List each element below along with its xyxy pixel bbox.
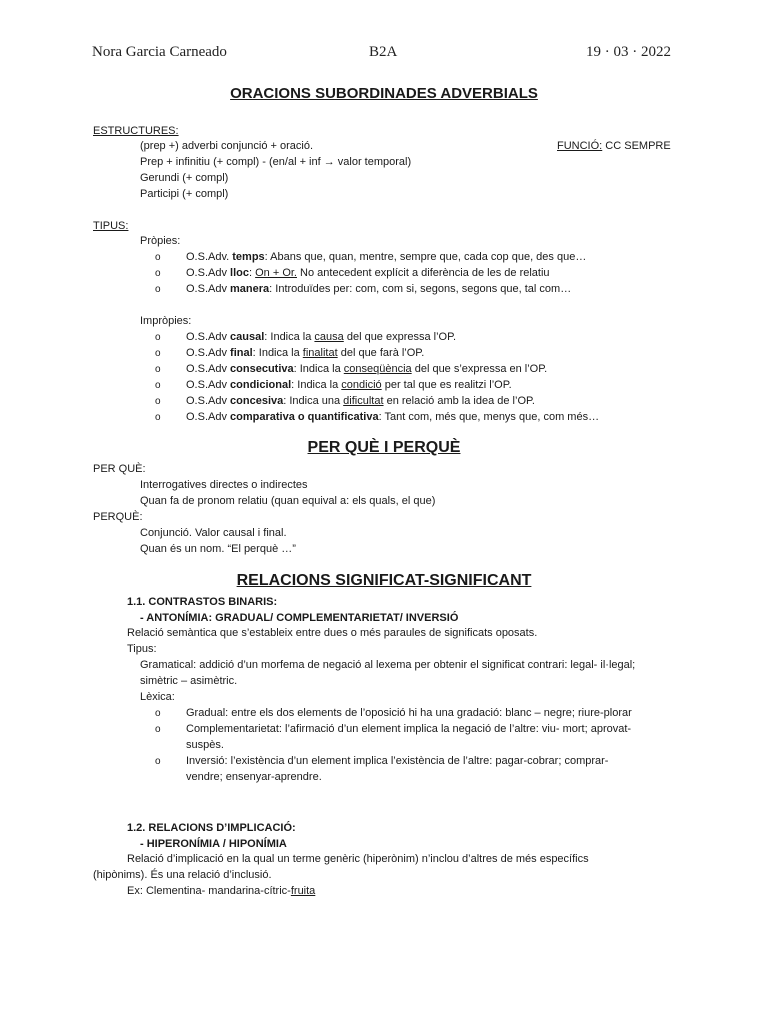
author-name: Nora Garcia Carneado (92, 44, 227, 60)
bullet-icon: o (155, 364, 161, 375)
tipus-sublabel: Tipus: (127, 643, 157, 655)
text-line: (hipònims). És una relació d’inclusió. (93, 869, 272, 881)
funcio-note (557, 140, 671, 152)
bullet-icon: o (155, 708, 161, 719)
bullet-icon: o (155, 284, 161, 295)
text-line: Interrogatives directes o indirectes (140, 479, 308, 491)
list-item: Complementarietat: l’afirmació d’un element implica la negació de l’altre: viu- mort; aprovat- (186, 723, 632, 735)
date-label: 19 · 03 · 2022 (586, 44, 671, 60)
bullet-icon: o (155, 332, 161, 343)
bullet-icon: o (155, 380, 161, 391)
text-line: Quan fa de pronom relatiu (quan equival a: els quals, el que) (140, 495, 436, 507)
subsection-subheading: - ANTONÍMIA: GRADUAL/ COMPLEMENTARIETAT/ INVERSIÓ (140, 612, 459, 624)
bullet-icon: o (155, 252, 161, 263)
propies-label: Pròpies: (140, 235, 181, 247)
list-item: O.S.Adv concesiva: Indica una dificultat en relació amb la idea de l’OP. (186, 395, 535, 407)
list-item: O.S.Adv causal: Indica la causa del que expressa l’OP. (186, 331, 457, 343)
funcio-label: FUNCIÓ: (557, 140, 603, 152)
tipus-label: TIPUS: (93, 220, 129, 232)
level-label: B2A (369, 44, 398, 60)
section-heading: PER QUÈ I PERQUÈ (307, 439, 461, 456)
text-line: Relació semàntica que s’estableix entre dues o més paraules de significats oposats. (127, 627, 538, 639)
estructura-line: Participi (+ compl) (140, 188, 229, 200)
bullet-icon: o (155, 348, 161, 359)
section-heading: RELACIONS SIGNIFICAT-SIGNIFICANT (236, 572, 532, 589)
example-line: Ex: Clementina- mandarina-cítric-fruita (127, 885, 316, 897)
list-item: O.S.Adv manera: Introduïdes per: com, com si, segons, segons que, tal com… (186, 283, 572, 295)
perque-label: PERQUÈ: (93, 511, 143, 523)
estructura-line: Prep + infinitiu (+ compl) - (en/al + inf → valor temporal) (140, 156, 412, 168)
list-item: Gradual: entre els dos elements de l’oposició hi ha una gradació: blanc – negre; riure-plorar (186, 707, 632, 719)
bullet-icon: o (155, 268, 161, 279)
bullet-icon: o (155, 724, 161, 735)
text-line: Quan és un nom. “El perquè …” (140, 543, 296, 555)
bullet-icon: o (155, 396, 161, 407)
text-line: Conjunció. Valor causal i final. (140, 527, 287, 539)
estructures-label: ESTRUCTURES: (93, 125, 179, 137)
funcio-value: CC SEMPRE (602, 140, 671, 152)
lexica-label: Lèxica: (140, 691, 175, 703)
text-line: Relació d’implicació en la qual un terme genèric (hiperònim) n’inclou d’altres de més específics (127, 853, 589, 865)
text-line: simètric – asimètric. (140, 675, 238, 687)
bullet-icon: o (155, 412, 161, 423)
list-item-continuation: suspès. (186, 739, 224, 751)
per-que-label: PER QUÈ: (93, 463, 146, 475)
list-item: Inversió: l’existència d’un element implica l’existència de l’altre: pagar-cobrar; comprar- (186, 755, 609, 767)
subsection-heading: 1.2. RELACIONS D’IMPLICACIÓ: (127, 822, 296, 834)
list-item: O.S.Adv. temps: Abans que, quan, mentre, sempre que, cada cop que, des que… (186, 251, 587, 263)
bullet-icon: o (155, 756, 161, 767)
subsection-subheading: - HIPERONÍMIA / HIPONÍMIA (140, 838, 287, 850)
estructura-line: Gerundi (+ compl) (140, 172, 229, 184)
list-item: O.S.Adv lloc: On + Or. No antecedent explícit a diferència de les de relatiu (186, 267, 550, 279)
list-item: O.S.Adv consecutiva: Indica la conseqüència del que s’expressa en l’OP. (186, 363, 548, 375)
subsection-heading: 1.1. CONTRASTOS BINARIS: (127, 596, 278, 608)
list-item: O.S.Adv final: Indica la finalitat del que farà l’OP. (186, 347, 425, 359)
list-item: O.S.Adv condicional: Indica la condició per tal que es realitzi l’OP. (186, 379, 512, 391)
estructura-line: (prep +) adverbi conjunció + oració. (140, 140, 314, 152)
impropies-label: Impròpies: (140, 315, 192, 327)
list-item: O.S.Adv comparativa o quantificativa: Tant com, més que, menys que, com més… (186, 411, 600, 423)
list-item-continuation: vendre; ensenyar-aprendre. (186, 771, 322, 783)
text-line: Gramatical: addició d’un morfema de negació al lexema per obtenir el significat contrari: legal- il·legal; (140, 659, 636, 671)
page-title: ORACIONS SUBORDINADES ADVERBIALS (230, 85, 538, 102)
